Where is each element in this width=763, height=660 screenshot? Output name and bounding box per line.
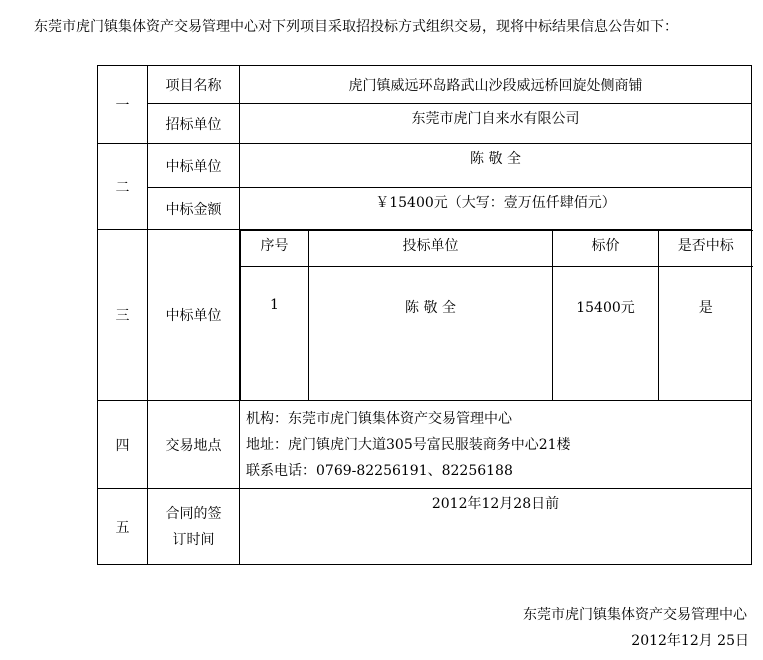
section-num-3: 三 [98, 230, 148, 401]
section-num-5: 五 [98, 489, 148, 565]
location-details [240, 401, 752, 489]
section-num-1: 一 [98, 66, 148, 144]
project-name-value: 虎门镇威远环岛路武山沙段威远桥回旋处侧商铺 [240, 66, 752, 104]
result-table [97, 65, 752, 565]
col-header-no: 序号 [241, 231, 309, 267]
row-won: 是 [659, 267, 753, 400]
amount-value: ￥15400元（大写：壹万伍仟肆佰元） [240, 188, 752, 230]
section-num-2: 二 [98, 144, 148, 230]
row-price: 15400元 [553, 267, 659, 400]
footer-organization: 东莞市虎门镇集体资产交易管理中心 [523, 607, 747, 623]
contract-time-label: 合同的签订时间 [148, 489, 240, 565]
contract-date: 2012年12月28日前 [240, 489, 752, 565]
winner-value: 陈 敬 全 [240, 144, 752, 188]
location-label: 交易地点 [148, 401, 240, 489]
project-name-label: 项目名称 [148, 66, 240, 104]
location-address: 地址：虎门镇虎门大道305号富民服装商务中心21楼 [246, 436, 571, 453]
footer-date: 2012年12月 25日 [631, 633, 749, 649]
col-header-price: 标价 [553, 231, 659, 267]
tender-unit-label: 招标单位 [148, 104, 240, 144]
col-header-won: 是否中标 [659, 231, 753, 267]
col-header-bidder: 投标单位 [309, 231, 553, 267]
section-num-4: 四 [98, 401, 148, 489]
location-org: 机构：东莞市虎门镇集体资产交易管理中心 [246, 410, 512, 427]
row-no: 1 [241, 267, 309, 400]
bidders-label: 中标单位 [148, 230, 240, 401]
bidders-table [240, 230, 753, 400]
tender-unit-value: 东莞市虎门自来水有限公司 [240, 104, 752, 144]
amount-label: 中标金额 [148, 188, 240, 230]
row-bidder: 陈 敬 全 [309, 267, 553, 400]
location-phone: 联系电话：0769-82256191、82256188 [246, 462, 513, 479]
intro-paragraph: 东莞市虎门镇集体资产交易管理中心对下列项目采取招投标方式组织交易，现将中标结果信息公告如下： [34, 19, 678, 35]
table-row [241, 267, 753, 400]
winner-label: 中标单位 [148, 144, 240, 188]
